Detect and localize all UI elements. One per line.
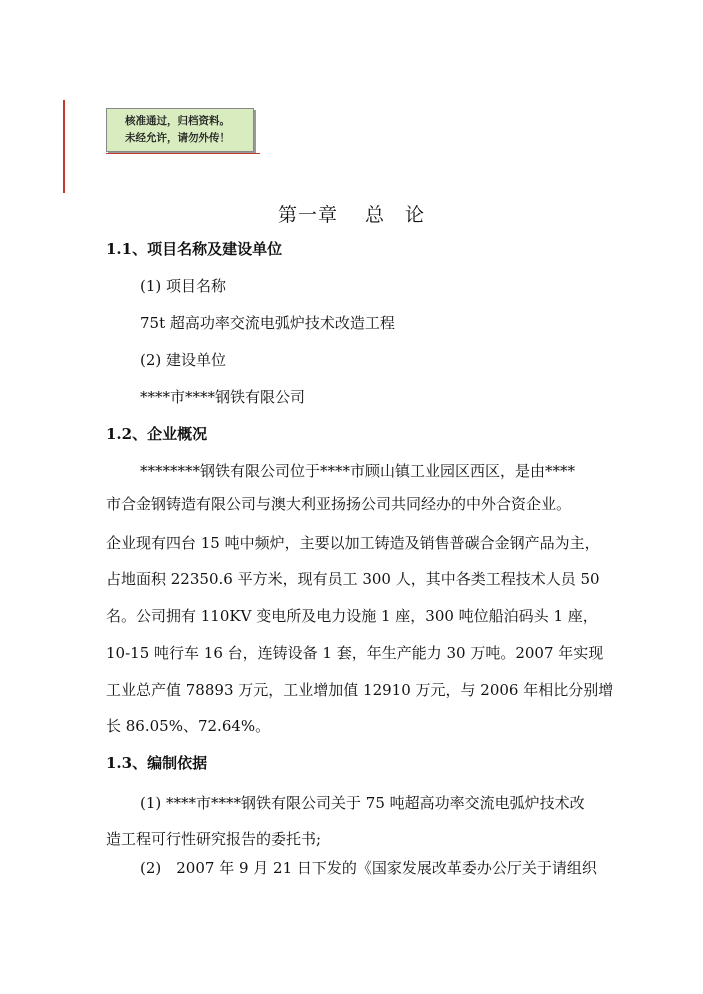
paragraph-line: (2) 2007 年 9 月 21 日下发的《国家发展改革委办公厅关于请组织 bbox=[140, 859, 597, 877]
paragraph-line: 长 86.05%、72.64%。 bbox=[106, 717, 271, 735]
paragraph-line: 占地面积 22350.6 平方米，现有员工 300 人，其中各类工程技术人员 50 bbox=[106, 570, 600, 588]
chapter-title: 第一章 总 论 bbox=[277, 204, 426, 226]
section-heading-1-1: 1.1、项目名称及建设单位 bbox=[106, 240, 283, 258]
item-label-project-name: (1) 项目名称 bbox=[140, 277, 227, 295]
paragraph-line: 10-15 吨行车 16 台，连铸设备 1 套，年生产能力 30 万吨。2007 年实现 bbox=[106, 644, 604, 662]
paragraph-line: 市合金钢铸造有限公司与澳大利亚扬扬公司共同经办的中外合资企业。 bbox=[106, 495, 572, 513]
paragraph-line: 名。公司拥有 110KV 变电所及电力设施 1 座，300 吨位船泊码头 1 座， bbox=[106, 607, 598, 625]
paragraph-line: 造工程可行性研究报告的委托书; bbox=[106, 830, 322, 848]
section-heading-1-3: 1.3、编制依据 bbox=[106, 754, 208, 772]
item-label-construction-unit: (2) 建设单位 bbox=[140, 351, 227, 369]
notice-line-1: 核准通过，归档资料。 bbox=[125, 115, 230, 127]
notice-line-2: 未经允许，请勿外传！ bbox=[125, 132, 230, 144]
margin-red-line bbox=[63, 100, 65, 193]
item-value-construction-unit: ****市****钢铁有限公司 bbox=[140, 388, 306, 406]
section-heading-1-2: 1.2、企业概况 bbox=[106, 425, 208, 443]
confidential-notice-box bbox=[106, 108, 254, 152]
paragraph-line: 企业现有四台 15 吨中频炉，主要以加工铸造及销售普碳合金钢产品为主， bbox=[106, 534, 600, 552]
notice-underline bbox=[106, 153, 260, 154]
paragraph-line: ********钢铁有限公司位于****市顾山镇工业园区西区，是由**** bbox=[140, 462, 576, 480]
paragraph-line: 工业总产值 78893 万元，工业增加值 12910 万元，与 2006 年相比分别增 bbox=[106, 681, 614, 699]
paragraph-line: (1) ****市****钢铁有限公司关于 75 吨超高功率交流电弧炉技术改 bbox=[140, 794, 585, 812]
item-value-project-name: 75t 超高功率交流电弧炉技术改造工程 bbox=[140, 314, 395, 332]
